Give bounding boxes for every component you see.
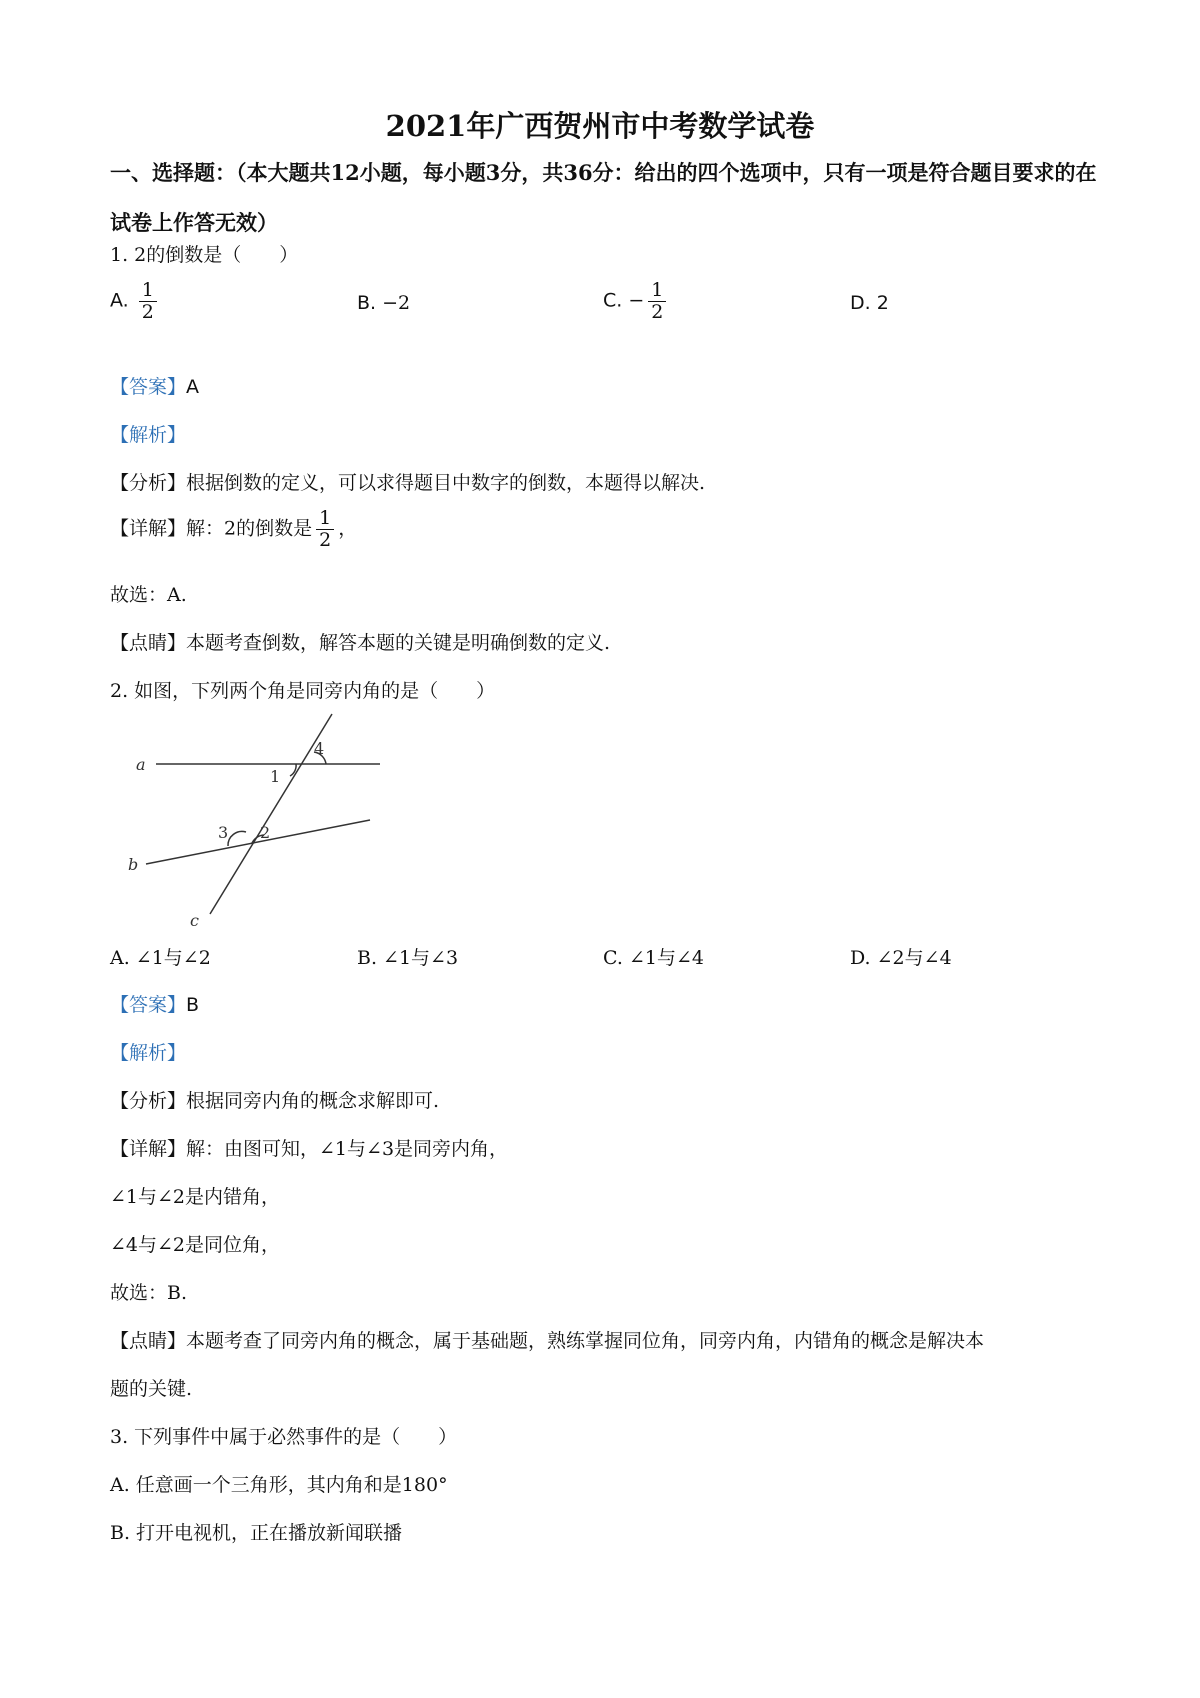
fraction: $\frac{1}{2}$ xyxy=(316,508,334,551)
label-c: c xyxy=(190,911,199,930)
angle-figure xyxy=(118,654,398,930)
section-heading: 一、选择题：（本大题共12小题，每小题3分，共36分：给出的四个选项中，只有一项是符合题目要求的在试卷上作答无效） xyxy=(110,160,1097,235)
q1-option-c: C. − $\frac{1}{2}$ xyxy=(603,280,670,323)
q3-option-b: B. 打开电视机，正在播放新闻联播 xyxy=(110,1522,403,1544)
label-2: 2 xyxy=(260,823,271,842)
q3-stem: 3. 下列事件中属于必然事件的是（ ） xyxy=(110,1426,458,1448)
q1-answer: 【答案】A xyxy=(110,376,200,398)
q2-stem: 2. 如图，下列两个角是同旁内角的是（ ） xyxy=(110,680,496,702)
q2-jiexi: 【解析】 xyxy=(110,1042,187,1064)
q1-guxuan: 故选：A. xyxy=(110,584,187,606)
q2-line3: ∠4与∠2是同位角， xyxy=(110,1234,281,1256)
q1-fenxi: 【分析】根据倒数的定义，可以求得题目中数字的倒数，本题得以解决. xyxy=(110,472,706,494)
q2-option-c: C. ∠1与∠4 xyxy=(603,947,704,969)
q2-xiangjie: 【详解】解：由图可知，∠1与∠3是同旁内角， xyxy=(110,1138,509,1160)
fraction: $\frac{1}{2}$ xyxy=(648,280,666,323)
q1-option-d: D. 2 xyxy=(850,292,889,314)
q2-dianjing: 【点睛】本题考查了同旁内角的概念，属于基础题，熟练掌握同位角，同旁内角，内错角的概念是解决本 xyxy=(110,1330,985,1352)
q2-line2: ∠1与∠2是内错角， xyxy=(110,1186,281,1208)
line-b xyxy=(146,820,370,864)
q2-option-a: A. ∠1与∠2 xyxy=(110,947,211,969)
q1-jiexi: 【解析】 xyxy=(110,424,187,446)
q1-option-a: A. $\frac{1}{2}$ xyxy=(110,280,161,323)
q1-stem: 1. 2的倒数是（ ） xyxy=(110,244,299,266)
fraction: $\frac{1}{2}$ xyxy=(139,280,157,323)
q2-answer: 【答案】B xyxy=(110,994,200,1016)
q2-dianjing-cont: 题的关键. xyxy=(110,1378,193,1400)
q2-option-b: B. ∠1与∠3 xyxy=(357,947,459,969)
q2-fenxi: 【分析】根据同旁内角的概念求解即可. xyxy=(110,1090,440,1112)
page-title: 2021年广西贺州市中考数学试卷 xyxy=(385,109,815,143)
q1-xiangjie: 【详解】解：2的倒数是 $\frac{1}{2}$ ， xyxy=(110,507,358,551)
angle-arc-3 xyxy=(228,831,246,846)
q3-option-a: A. 任意画一个三角形，其内角和是180° xyxy=(110,1474,448,1496)
q2-guxuan: 故选：B. xyxy=(110,1282,188,1304)
label-b: b xyxy=(128,855,139,874)
q1-option-b: B. −2 xyxy=(357,292,411,314)
q1-dianjing: 【点睛】本题考查倒数，解答本题的关键是明确倒数的定义. xyxy=(110,632,611,654)
q2-option-d: D. ∠2与∠4 xyxy=(850,947,952,969)
label-3: 3 xyxy=(218,823,229,842)
label-a: a xyxy=(136,755,146,774)
label-1: 1 xyxy=(270,767,281,786)
label-4: 4 xyxy=(314,739,325,758)
